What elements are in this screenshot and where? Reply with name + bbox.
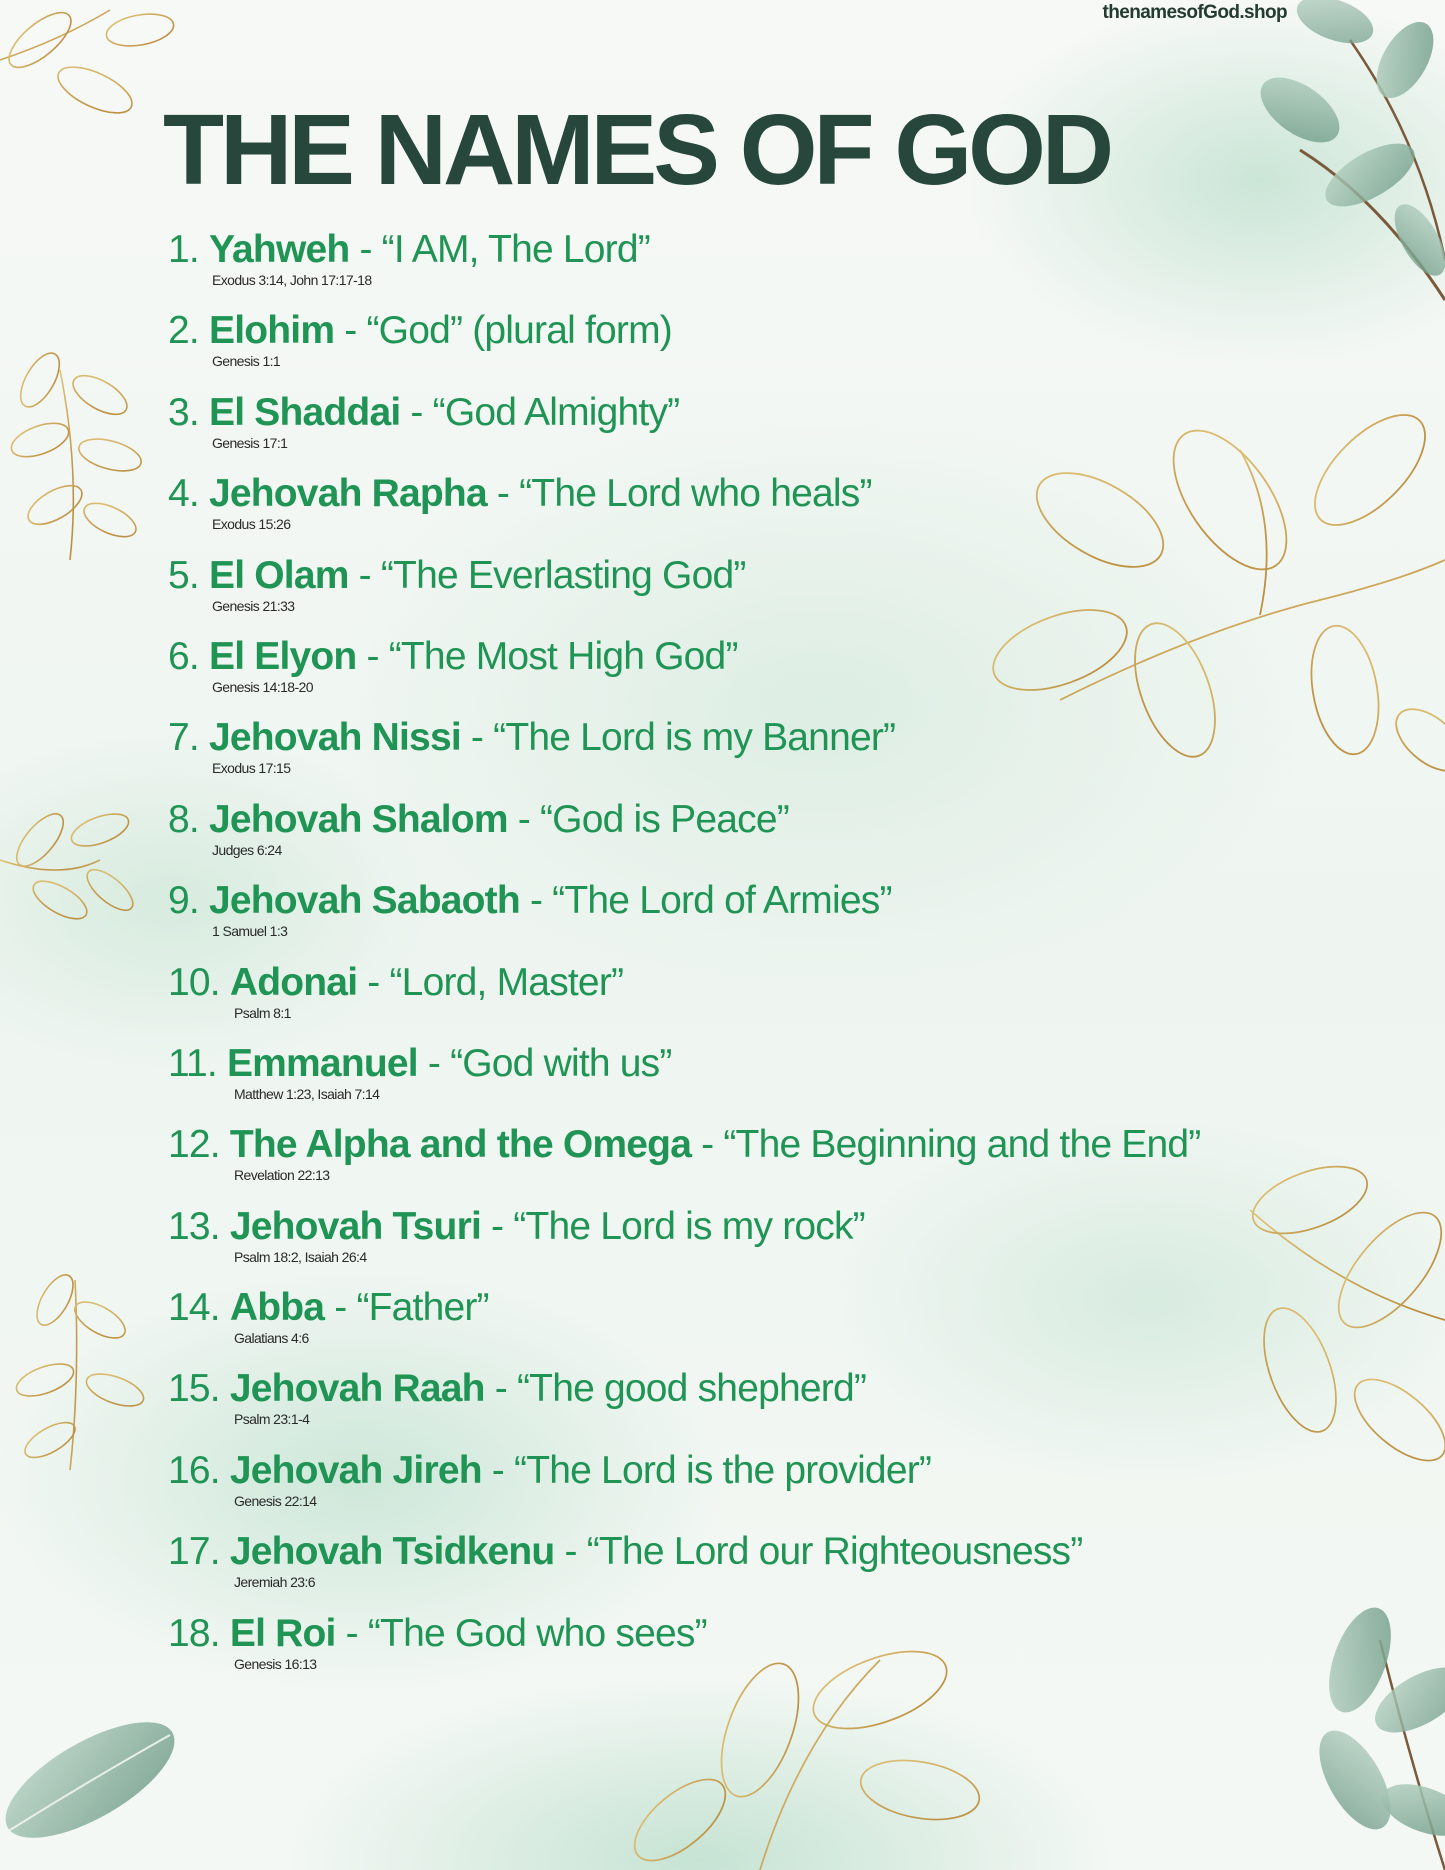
name-reference: Revelation 22:13: [234, 1167, 330, 1184]
name-item: 13. Jehovah Tsuri - “The Lord is my rock” Psalm 18:2, Isaiah 26:4: [168, 1204, 865, 1265]
name-meaning: “The Lord is my rock”: [513, 1204, 865, 1248]
name-meaning: “The Beginning and the End”: [723, 1123, 1201, 1167]
name-reference: Exodus 17:15: [212, 760, 291, 777]
name-number: 13.: [168, 1204, 220, 1248]
name-number: 17.: [168, 1530, 220, 1574]
name-title: The Alpha and the Omega: [229, 1123, 692, 1167]
name-number: 16.: [168, 1448, 220, 1492]
name-reference: Matthew 1:23, Isaiah 7:14: [234, 1085, 380, 1102]
name-item: 1. Yahweh - “I AM, The Lord” Exodus 3:14, John 17:17-18: [168, 228, 650, 288]
name-reference: 1 Samuel 1:3: [212, 923, 288, 940]
name-title: Jehovah Tsuri: [229, 1204, 481, 1248]
name-reference: Genesis 22:14: [234, 1492, 317, 1509]
name-reference: Galatians 4:6: [234, 1330, 309, 1347]
name-number: 9.: [168, 879, 199, 923]
name-item: 15. Jehovah Raah - “The good shepherd” Psalm 23:1-4: [168, 1367, 867, 1428]
gold-sprig-mid-left: [0, 806, 139, 926]
name-meaning: “The Lord is my Banner”: [493, 716, 896, 760]
name-item: 4. Jehovah Rapha - “The Lord who heals” Exodus 15:26: [168, 472, 872, 533]
name-title: Adonai: [229, 960, 358, 1004]
name-item: 16. Jehovah Jireh - “The Lord is the provider” Genesis 22:14: [168, 1448, 932, 1509]
name-number: 8.: [168, 797, 199, 841]
names-list: [168, 230, 1388, 1695]
name-number: 2.: [168, 309, 199, 353]
name-meaning: “The Lord who heals”: [519, 472, 872, 516]
name-title: Abba: [229, 1286, 325, 1330]
gold-sprig-left: [7, 347, 145, 560]
name-number: 10.: [168, 960, 220, 1004]
name-title: Jehovah Shalom: [208, 797, 508, 841]
name-number: 12.: [168, 1123, 220, 1167]
name-item: 5. El Olam - “The Everlasting God” Genesis 21:33: [168, 553, 746, 614]
gold-sprig-lower-left: [12, 1269, 147, 1470]
name-reference: Genesis 16:13: [234, 1655, 317, 1672]
name-reference: Jeremiah 23:6: [234, 1574, 315, 1591]
name-number: 4.: [168, 472, 199, 516]
name-meaning: “God with us”: [450, 1041, 672, 1085]
name-number: 6.: [168, 634, 199, 678]
name-meaning: “The God who sees”: [367, 1611, 707, 1655]
site-url: thenamesofGod.shop: [1102, 2, 1287, 23]
name-title: Emmanuel: [226, 1041, 418, 1085]
name-meaning: “The good shepherd”: [516, 1367, 867, 1411]
name-meaning: “I AM, The Lord”: [381, 228, 650, 271]
name-title: El Elyon: [208, 634, 357, 678]
name-reference: Genesis 1:1: [212, 353, 281, 370]
name-item: 10. Adonai - “Lord, Master” Psalm 8:1: [168, 960, 624, 1021]
name-title: Jehovah Jireh: [229, 1448, 482, 1492]
name-item: 14. Abba - “Father” Galatians 4:6: [168, 1286, 489, 1347]
name-item: 18. El Roi - “The God who sees” Genesis 16:13: [168, 1611, 707, 1672]
name-reference: Exodus 3:14, John 17:17-18: [212, 272, 372, 288]
name-number: 11.: [168, 1041, 217, 1085]
name-reference: Psalm 18:2, Isaiah 26:4: [234, 1248, 367, 1265]
name-item: 7. Jehovah Nissi - “The Lord is my Banner” Exodus 17:15: [168, 716, 896, 777]
name-reference: Genesis 17:1: [212, 434, 288, 451]
name-meaning: “The Most High God”: [388, 634, 738, 678]
leaf-bottom-left: [0, 1700, 191, 1861]
name-item: 9. Jehovah Sabaoth - “The Lord of Armies” 1 Samuel 1:3: [168, 879, 892, 940]
name-title: Jehovah Tsidkenu: [229, 1530, 555, 1574]
name-reference: Judges 6:24: [212, 841, 282, 858]
name-item: 3. El Shaddai - “God Almighty” Genesis 17:1: [168, 390, 680, 451]
name-reference: Psalm 8:1: [234, 1004, 291, 1021]
name-title: El Roi: [229, 1611, 336, 1655]
name-title: El Shaddai: [208, 390, 401, 434]
name-reference: Genesis 21:33: [212, 597, 295, 614]
name-number: 7.: [168, 716, 199, 760]
name-title: Elohim: [208, 309, 335, 353]
name-reference: Exodus 15:26: [212, 516, 291, 533]
name-item: 8. Jehovah Shalom - “God is Peace” Judges 6:24: [168, 797, 789, 858]
name-meaning: “The Lord is the provider”: [514, 1448, 932, 1492]
name-title: Yahweh: [208, 228, 350, 271]
name-meaning: “Father”: [356, 1286, 489, 1330]
name-meaning: “The Lord our Righteousness”: [586, 1530, 1083, 1574]
name-meaning: “God Almighty”: [432, 390, 680, 434]
name-number: 5.: [168, 553, 199, 597]
name-item: 6. El Elyon - “The Most High God” Genesis 14:18-20: [168, 634, 738, 695]
name-reference: Psalm 23:1-4: [234, 1411, 310, 1428]
name-title: Jehovah Raah: [229, 1367, 485, 1411]
name-reference: Genesis 14:18-20: [212, 678, 313, 695]
name-title: Jehovah Nissi: [208, 716, 461, 760]
name-number: 14.: [168, 1286, 220, 1330]
name-number: 15.: [168, 1367, 220, 1411]
name-meaning: “The Lord of Armies”: [552, 879, 892, 923]
name-number: 1.: [168, 228, 199, 271]
name-title: Jehovah Sabaoth: [208, 879, 520, 923]
name-meaning: “God” (plural form): [366, 309, 672, 353]
name-meaning: “The Everlasting God”: [380, 553, 746, 597]
page-title: THE NAMES OF GOD: [163, 94, 1111, 206]
name-item: 17. Jehovah Tsidkenu - “The Lord our Righteousness” Jeremiah 23:6: [168, 1530, 1083, 1591]
name-title: El Olam: [208, 553, 349, 597]
name-item: 11. Emmanuel - “God with us” Matthew 1:23, Isaiah 7:14: [168, 1041, 672, 1102]
name-number: 3.: [168, 390, 199, 434]
name-meaning: “Lord, Master”: [389, 960, 624, 1004]
gold-leaves-top-left: [0, 3, 176, 122]
name-number: 18.: [168, 1611, 220, 1655]
name-item: 2. Elohim - “God” (plural form) Genesis 1:1: [168, 309, 672, 370]
name-title: Jehovah Rapha: [208, 472, 487, 516]
name-item: 12. The Alpha and the Omega - “The Beginning and the End” Revelation 22:13: [168, 1123, 1201, 1184]
name-meaning: “God is Peace”: [539, 797, 789, 841]
